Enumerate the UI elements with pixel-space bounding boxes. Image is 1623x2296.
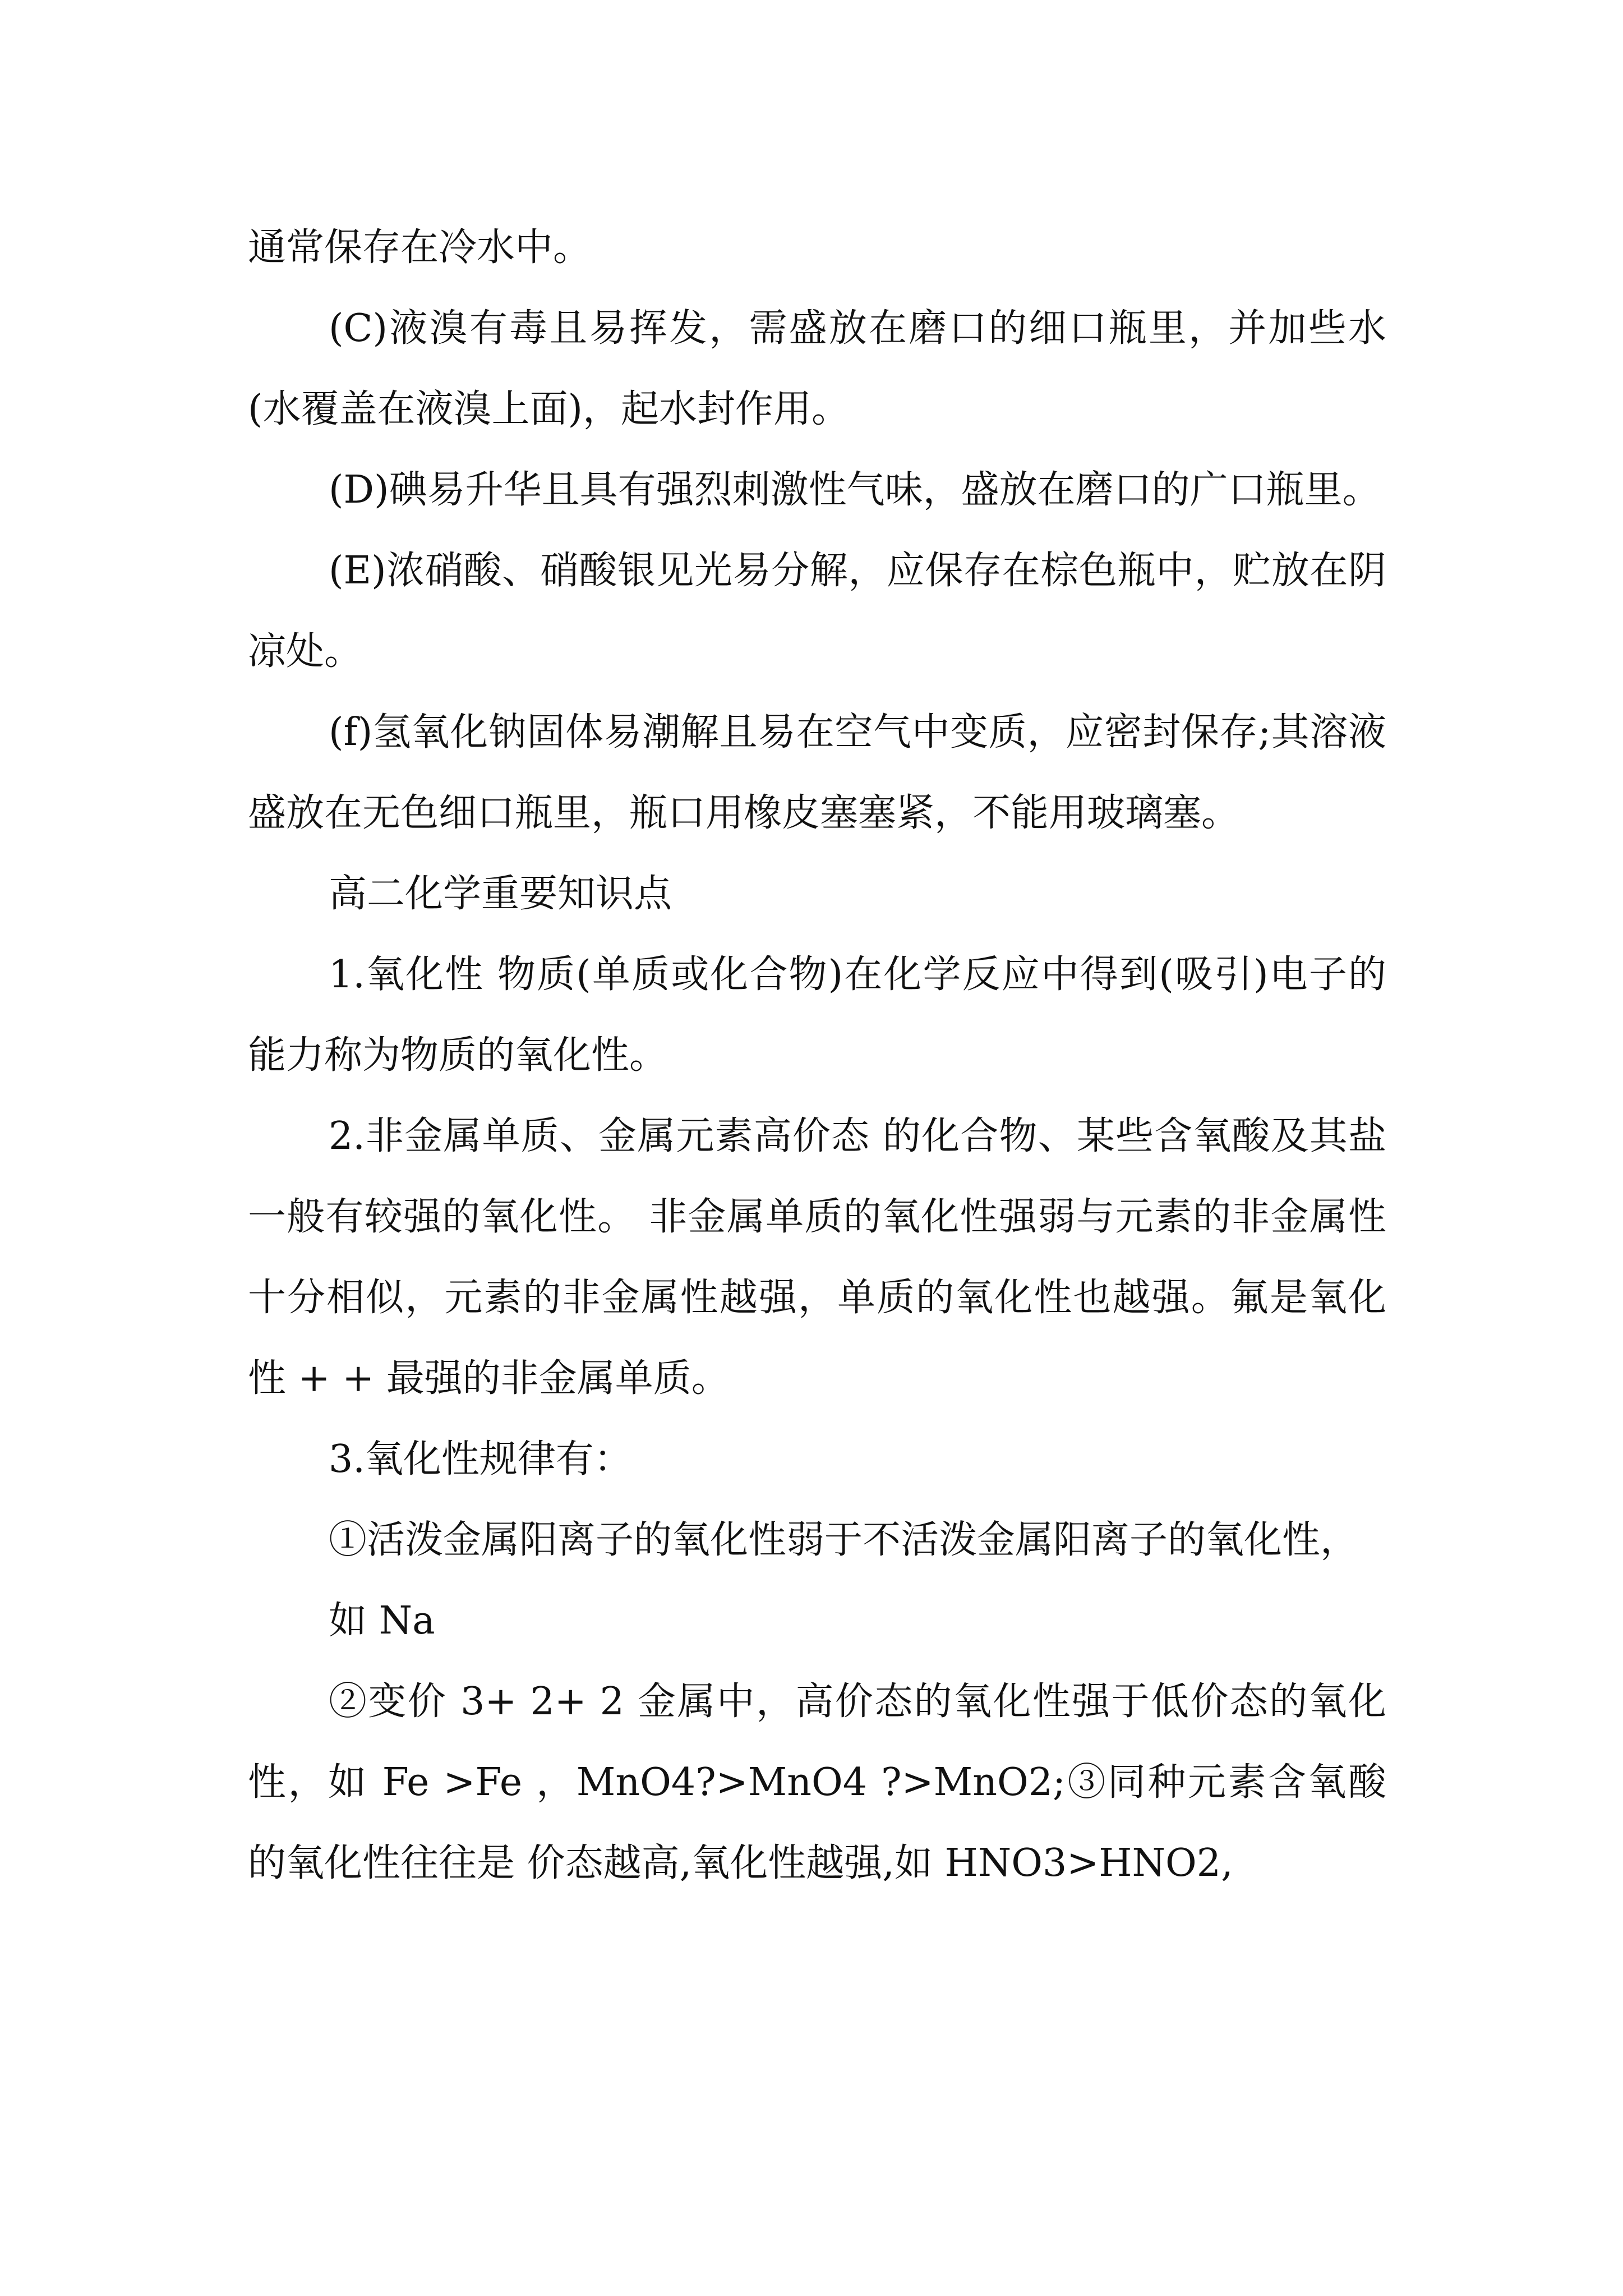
- paragraph-oxidizing-definition: 1.氧化性 物质(单质或化合物)在化学反应中得到(吸引)电子的能力称为物质的氧化性。: [248, 953, 1386, 1078]
- paragraph-sodium-hydroxide-storage: (f)氢氧化钠固体易潮解且易在空气中变质，应密封保存;其溶液盛放在无色细口瓶里，瓶口用橡皮塞塞紧，不能用玻璃塞。: [248, 710, 1386, 835]
- paragraph-rule-2-3: ②变价 3+ 2+ 2 金属中，高价态的氧化性强于低价态的氧化性，如 Fe >Fe ，MnO4?>MnO4 ?>MnO2;③同种元素含氧酸的氧化性往往是 价态越高,氧化性越强,如 HNO3>HNO2,: [248, 1680, 1386, 1885]
- paragraph-nitric-acid-storage: (E)浓硝酸、硝酸银见光易分解，应保存在棕色瓶中，贮放在阴凉处。: [248, 549, 1386, 674]
- section-heading: 高二化学重要知识点: [329, 872, 672, 916]
- paragraph-iodine-storage: (D)碘易升华且具有强烈刺激性气味，盛放在磨口的广口瓶里。: [329, 468, 1381, 512]
- paragraph-oxidizing-rules: 3.氧化性规律有：: [329, 1437, 632, 1481]
- paragraph-rule-1: ①活泼金属阳离子的氧化性弱于不活泼金属阳离子的氧化性，: [329, 1518, 1359, 1562]
- document-body: [248, 208, 1386, 1904]
- paragraph-example-na: 如 Na: [329, 1599, 435, 1643]
- paragraph-nonmetal-oxidizers: 2.非金属单质、金属元素高价态 的化合物、某些含氧酸及其盐一般有较强的氧化性。 非金属单质的氧化性强弱与元素的非金属性十分相似，元素的非金属性越强，单质的氧化性也越强。氟是氧化性 + + 最强的非金属单质。: [248, 1114, 1386, 1401]
- paragraph-continuation: 通常保存在冷水中。: [248, 226, 592, 270]
- paragraph-bromine-storage: (C)液溴有毒且易挥发，需盛放在磨口的细口瓶里，并加些水(水覆盖在液溴上面)，起水封作用。: [248, 306, 1386, 431]
